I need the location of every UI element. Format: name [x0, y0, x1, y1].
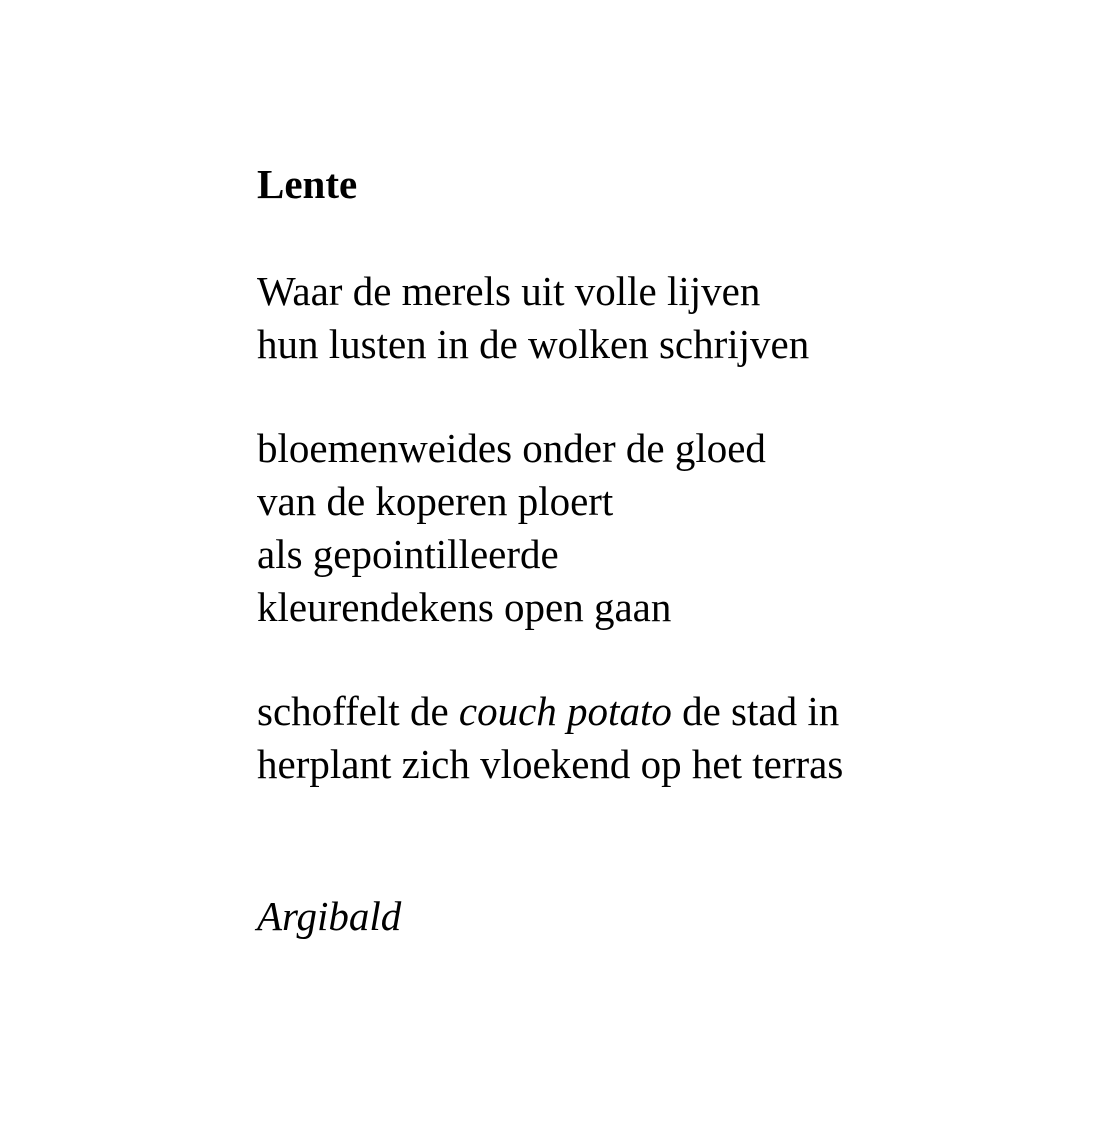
poem-line: Waar de merels uit volle lijven: [257, 268, 761, 314]
poem-line: van de koperen ploert: [257, 478, 614, 524]
poem-line: bloemenweides onder de gloed: [257, 425, 766, 471]
poem-line: als gepointilleerde: [257, 531, 559, 577]
author-signature: Argibald: [257, 893, 402, 939]
poem-text: schoffelt de: [257, 688, 459, 734]
poem-line: kleurendekens open gaan: [257, 584, 672, 630]
poem-line: herplant zich vloekend op het terras: [257, 741, 844, 787]
poem-title: Lente: [257, 161, 358, 207]
poem: [257, 160, 1057, 787]
stanza-1: [257, 265, 809, 371]
poem-line: [257, 685, 843, 738]
poem-line: hun lusten in de wolken schrijven: [257, 321, 810, 367]
stanza-2: [257, 422, 766, 634]
stanza-3: [257, 685, 843, 791]
poem-text: de stad in: [671, 688, 840, 734]
poem-italic-phrase: couch potato: [458, 688, 672, 734]
